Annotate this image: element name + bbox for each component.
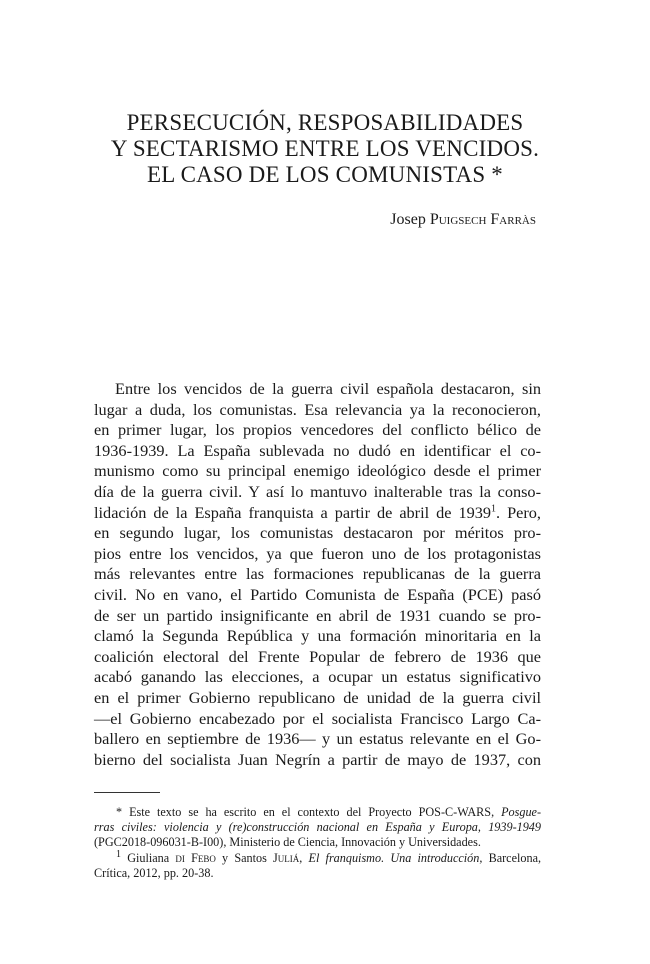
body-line-with-footnote [94, 503, 541, 524]
footnotes [94, 805, 541, 881]
author-name [390, 210, 536, 230]
body-line: ballero en septiembre de 1936— y un estatus relevante en el Go- [94, 729, 541, 749]
body-line: Entre los vencidos de la guerra civil española destacaron, sin [115, 379, 541, 398]
footnote-author-last: Juliá [273, 850, 300, 865]
body-line: 1936-1939. La España sublevada no dudó en identificar el co- [94, 440, 541, 460]
footnote-separator [94, 792, 160, 793]
body-line: pios entre los vencidos, ya que fueron uno de los protagonistas [94, 543, 541, 563]
footnote-publisher: Barcelona, [482, 850, 542, 865]
footnote-star-line-1 [94, 805, 541, 820]
body-line: clamó la Segunda República y una formación minoritaria en la [94, 626, 541, 646]
footnote-1-marker: 1 [116, 848, 121, 860]
body-line: civil. No en vano, el Partido Comunista de España (PCE) pasó [94, 584, 541, 604]
footnote-star-line-3: (PGC2018-096031-B-I00), Ministerio de Ciencia, Innovación y Universidades. [94, 835, 481, 850]
body-line: —el Gobierno encabezado por el socialista Francisco Largo Ca- [94, 708, 541, 728]
footnote-separator-text: , [299, 850, 309, 865]
body-line: lugar a duda, los comunistas. Esa relevancia ya la reconocieron, [94, 399, 541, 419]
footnote-text: Este texto se ha escrito en el contexto del Proyecto POS-C-WARS, [129, 805, 502, 819]
footnote-1-line-2: Crítica, 2012, pp. 20-38. [94, 865, 214, 880]
body-line: en el primer Gobierno republicano de unidad de la guerra civil [94, 687, 541, 707]
footnote-italic-text: Posgue- [501, 805, 542, 819]
body-line: bierno del socialista Juan Negrín a partir de mayo de 1937, con [94, 749, 541, 769]
footnote-author-first: y Santos [215, 850, 274, 865]
body-line: munismo como su principal enemigo ideológico desde el primer [94, 461, 541, 481]
title-line-3: EL CASO DE LOS COMUNISTAS * [146, 162, 504, 187]
author-first-name: Josep [390, 211, 430, 228]
author-last-name: Puigsech Farràs [429, 211, 536, 228]
body-line: más relevantes entre las formaciones republicanas de la guerra [94, 564, 541, 584]
footnote-italic-text: rras civiles: violencia y (re)construcción nacional en España y Europa, 1939-1949 [94, 820, 541, 835]
footnote-author-first: Giuliana [127, 850, 176, 865]
body-line: coalición electoral del Frente Popular de febrero de 1936 que [94, 646, 541, 666]
body-line-text: . Pero, [496, 502, 542, 522]
footnote-star-line-2 [94, 820, 541, 835]
footnote-star-marker: * [116, 805, 123, 819]
body-line: en segundo lugar, los comunistas destacaron por méritos pro- [94, 523, 541, 543]
body-line: en primer lugar, los propios vencedores del conflicto bélico de [94, 420, 541, 440]
title-line-2: Y SECTARISMO ENTRE LOS VENCIDOS. [110, 136, 540, 161]
footnote-reference[interactable]: 1 [491, 503, 497, 515]
body-line: día de la guerra civil. Y así lo mantuvo inalterable tras la conso- [94, 481, 541, 501]
title-line-1: PERSECUCIÓN, RESPOSABILIDADES [126, 110, 524, 135]
footnote-1-line-1 [94, 848, 542, 866]
footnote-book-title: El franquismo. Una introducción, [308, 850, 483, 865]
body-line: acabó ganando las elecciones, a ocupar un estatus significativo [94, 667, 541, 687]
body-line-text: lidación de la España franquista a partir de abril de 1939 [94, 502, 492, 522]
body-paragraph [94, 379, 541, 770]
footnote-author-last: di Febo [175, 850, 216, 865]
body-line: de ser un partido insignificante en abril de 1931 cuando se pro- [94, 605, 541, 625]
chapter-title [80, 110, 570, 188]
